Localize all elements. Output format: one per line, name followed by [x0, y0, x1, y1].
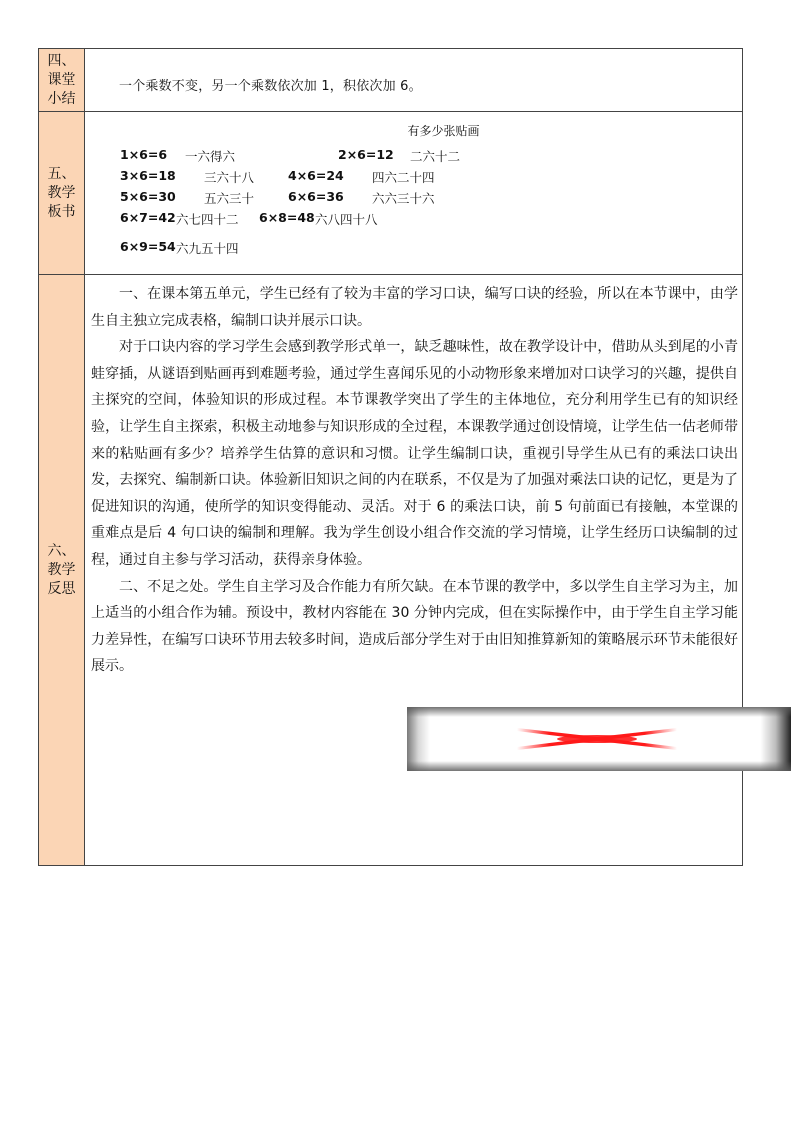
- reflection-label-cell: [39, 275, 85, 865]
- reflection-content: [85, 275, 742, 865]
- lesson-table: [38, 48, 743, 866]
- equation: 3×6=18: [120, 168, 176, 183]
- red-x-banner-icon: [407, 707, 791, 771]
- summary-label-cell: [39, 49, 85, 111]
- reflection-paragraph: 一、在课本第五单元，学生已经有了较为丰富的学习口诀，编写口诀的经验，所以在本节课中，由学生自主独立完成表格，编制口诀并展示口诀。: [91, 286, 738, 329]
- blackboard-label: 五、教学板书: [47, 165, 76, 220]
- rhyme: 二六十二: [410, 149, 461, 164]
- equation: 6×9=54: [120, 239, 176, 254]
- equation: 5×6=30: [120, 189, 176, 204]
- blackboard-content: [85, 112, 742, 274]
- reflection-row: [39, 275, 742, 865]
- rhyme: 五六三十: [204, 191, 255, 206]
- summary-text: 一个乘数不变，另一个乘数依次加 1，积依次加 6。: [119, 79, 422, 94]
- rhyme: 六九五十四: [176, 241, 239, 256]
- reflection-text: [91, 281, 738, 680]
- rhyme: 四六二十四: [372, 170, 435, 185]
- summary-content: [85, 49, 742, 111]
- blackboard-row: [39, 112, 742, 275]
- equation: 6×6=36: [288, 189, 344, 204]
- equation: 4×6=24: [288, 168, 344, 183]
- equation: 6×7=42: [120, 210, 176, 225]
- board-title: 有多少张贴画: [407, 124, 480, 138]
- summary-label: 四、课堂小结: [47, 52, 76, 107]
- reflection-paragraph: 对于口诀内容的学习学生会感到教学形式单一，缺乏趣味性，故在教学设计中，借助从头到尾的小青蛙穿插，从谜语到贴画再到难题考验，通过学生喜闻乐见的小动物形象来增加对口诀学习的兴趣，提供自主探究的空间，体验知识的形成过程。本节课教学突出了学生的主体地位，充分利用学生已有的知识经验，让学生自主探索，积极主动地参与知识形成的全过程，本课教学通过创设情境，让学生估一估老师带来的粘贴画有多少？培养学生估算的意识和习惯。让学生编制口诀，重视引导学生从已有的乘法口诀出发，去探究、编制新口诀。体验新旧知识之间的内在联系，不仅是为了加强对乘法口诀的记忆，更是为了促进知识的沟通，使所学的知识变得能动、灵活。对于 6 的乘法口诀，前 5 句前面已有接触，本堂课的重难点是后 4 句口诀的编制和理解。我为学生创设小组合作交流的学习情境，让学生经历口诀编制的过程，通过自主参与学习活动，获得亲身体验。: [91, 339, 738, 568]
- blackboard-label-cell: [39, 112, 85, 274]
- rhyme: 六八四十八: [315, 212, 378, 227]
- equation: 2×6=12: [338, 147, 394, 162]
- reflection-paragraph: 二、不足之处。学生自主学习及合作能力有所欠缺。在本节课的教学中，多以学生自主学习为主，加上适当的小组合作为辅。预设中，教材内容能在 30 分钟内完成，但在实际操作中，由于学生自主学习能力差异性，在编写口诀环节用去较多时间，造成后部分学生对于由旧知推算新知的策略展示环节未能很好展示。: [91, 578, 738, 675]
- rhyme: 六六三十六: [372, 191, 435, 206]
- rhyme: 三六十八: [204, 170, 255, 185]
- reflection-label: 六、教学反思: [47, 542, 76, 597]
- red-x-mark-icon: [407, 707, 791, 771]
- rhyme: 六七四十二: [176, 212, 239, 227]
- summary-row: [39, 49, 742, 112]
- rhyme: 一六得六: [185, 149, 236, 164]
- equation: 1×6=6: [120, 147, 168, 162]
- equation: 6×8=48: [259, 210, 315, 225]
